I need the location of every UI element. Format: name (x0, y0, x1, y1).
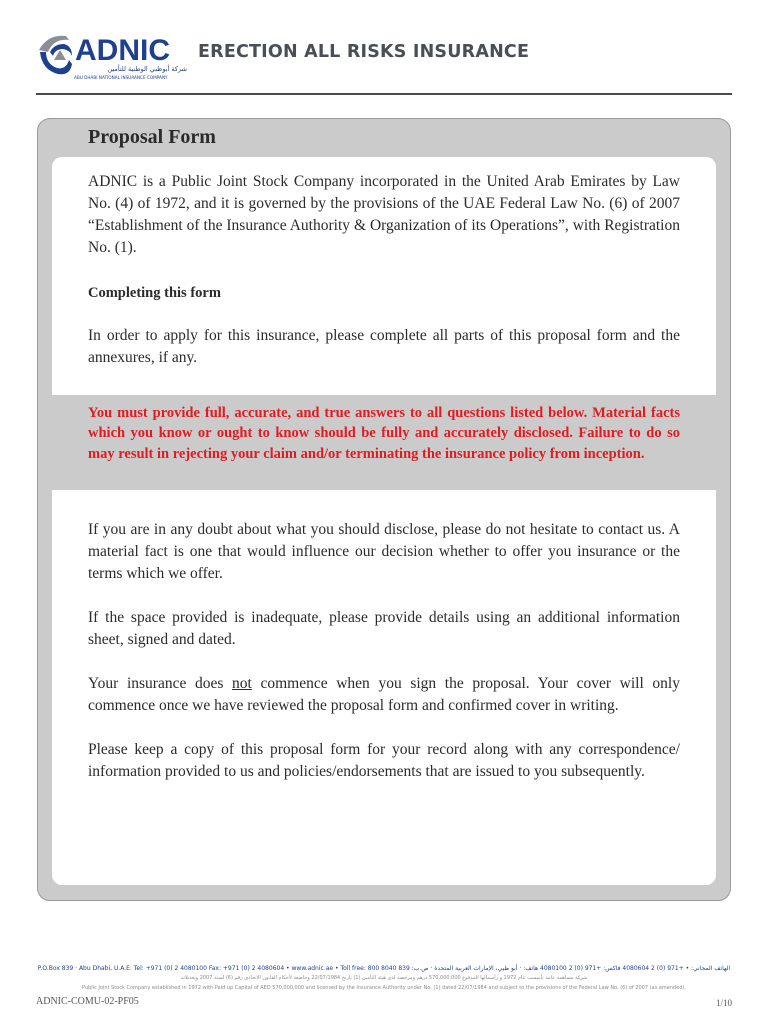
commence-text-end: commence when you sign the proposal. Your cover will only commence once we have reviewed the proposal form and confirmed cover in writing. (88, 675, 680, 714)
document-title: ERECTION ALL RISKS INSURANCE (198, 42, 530, 62)
space-paragraph: If the space provided is inadequate, please provide details using an additional information sheet, signed and dated. (88, 609, 680, 648)
footer-contact: P.O.Box 839 · Abu Dhabi, U.A.E. Tel: +971 (0) 2 4080100 Fax: +971 (0) 2 4080604 • www.adnic.ae • Toll free: 800 8040 الهاتف المجاني: • +971 (0) 2 4080604 فاكس: +971 (0) 2 4080100 هاتف: · أبو ظبي، الإمارات العربية المتحدة · ص.ب: 839 (37, 965, 731, 972)
adnic-logo (36, 30, 196, 90)
page-number: 1/10 (715, 998, 732, 1008)
commence-paragraph (88, 673, 680, 717)
logo-wordmark: ADNIC (75, 34, 170, 67)
disclosure-warning: You must provide full, accurate, and true answers to all questions listed below. Material facts which you know or ought to know should be fully and accurately disclosed. Failure to do so may result in rejecting your claim and/or terminating the insurance policy from inception. (88, 405, 680, 462)
intro-paragraph: ADNIC is a Public Joint Stock Company incorporated in the United Arab Emirates by Law No. (4) of 1972, and it is governed by the provisions of the UAE Federal Law No. (6) of 2007 “Establishment of the Insurance Authority & Organization of its Operations”, with Registration No. (1). (88, 173, 680, 256)
footer-arabic-legal: شركة مساهمة عامة تأسست عام 1972 و رأسمالها المدفوع 570,000,000 درهم ومرخصة لدى هيئة التأمين (1) تاريخ 22/07/1984 وخاضعة لأحكام القانون الاتحادي رقم (6) لسنة 2007 وتعديلاته (180, 975, 588, 981)
doubt-paragraph: If you are in any doubt about what you should disclose, please do not hesitate to contact us. A material fact is one that would influence our decision whether to offer you insurance or the terms which we offer. (88, 521, 680, 582)
footer-legal: Public Joint Stock Company established in 1972 with Paid up Capital of AED 570,000,000 and licensed by the Insurance Authority under No. (1) dated 22/07/1984 and subject to the provisions of the Federal Law No. (6) of 2007 (as amended). (82, 985, 686, 991)
commence-not-emphasis: not (232, 675, 252, 692)
header-divider (36, 93, 732, 95)
adnic-emblem-icon (36, 30, 196, 90)
logo-subtext: ABU DHABI NATIONAL INSURANCE COMPANY (74, 75, 168, 80)
logo-arabic-text: شركة أبوظبي الوطنية للتأمين (107, 65, 187, 73)
document-code: ADNIC-COMU-02-PF05 (36, 996, 139, 1007)
completing-form-heading: Completing this form (88, 285, 221, 301)
apply-paragraph: In order to apply for this insurance, please complete all parts of this proposal form and the annexures, if any. (88, 327, 680, 366)
commence-text-start: Your insurance does (88, 675, 233, 692)
panel-title: Proposal Form (88, 126, 216, 148)
copy-paragraph: Please keep a copy of this proposal form for your record along with any correspondence/ information provided to us and policies/endorsements that are issued to you subsequently. (88, 741, 680, 780)
